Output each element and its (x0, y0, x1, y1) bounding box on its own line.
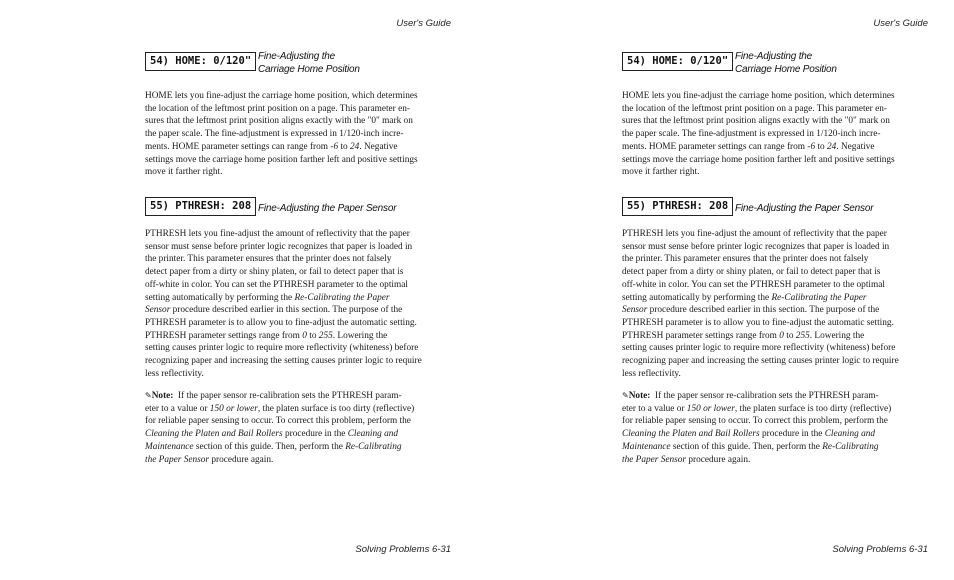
text-line: for reliable paper sensing to occur. To correct this problem, perform the (145, 416, 411, 427)
parameter-home-box: 54) HOME: 0/120" (622, 52, 733, 71)
pencil-note-icon: ✎ (145, 391, 152, 400)
text-line: off-white in color. You can set the PTHRESH parameter to the optimal (145, 279, 408, 290)
paragraph-pthresh (145, 228, 455, 380)
section-title-home: Fine-Adjusting the Carriage Home Position (735, 51, 837, 75)
text-line: Cleaning the Platen and Bail Rollers procedure in the Cleaning and (622, 429, 876, 440)
text-line: the printer. This parameter ensures that the printer does not falsely (622, 254, 869, 265)
parameter-home-box: 54) HOME: 0/120" (145, 52, 256, 71)
text-line: recognizing paper and increasing the setting causes printer logic to require (622, 356, 899, 367)
text-line: PTHRESH parameter is to allow you to fine-adjust the automatic setting. (145, 317, 417, 328)
text-line: eter to a value or 150 or lower, the platen surface is too dirty (reflective) (145, 403, 415, 414)
text-line: the printer. This parameter ensures that the printer does not falsely (145, 254, 392, 265)
text-line: detect paper from a dirty or shiny platen, or fail to detect paper that is (622, 267, 881, 278)
text-line: Sensor procedure described earlier in this section. The purpose of the (145, 305, 403, 316)
text-line: sures that the leftmost print position aligns exactly with the "0" mark on (622, 116, 890, 127)
text-line: PTHRESH lets you fine-adjust the amount of reflectivity that the paper (622, 229, 887, 239)
text-line: move it farther right. (622, 167, 700, 178)
text-line: the Paper Sensor procedure again. (145, 454, 274, 465)
text-line: PTHRESH parameter settings range from 0 to 255. Lowering the (145, 330, 388, 341)
note-paragraph (622, 390, 932, 466)
text-line: HOME lets you fine-adjust the carriage home position, which determines (622, 91, 895, 101)
text-line: for reliable paper sensing to occur. To correct this problem, perform the (622, 416, 888, 427)
text-line: off-white in color. You can set the PTHRESH parameter to the optimal (622, 279, 885, 290)
text-line: sures that the leftmost print position aligns exactly with the "0" mark on (145, 116, 413, 127)
text-line: detect paper from a dirty or shiny platen, or fail to detect paper that is (145, 267, 404, 278)
text-line: HOME lets you fine-adjust the carriage home position, which determines (145, 91, 418, 101)
page-footer: Solving Problems 6-31 (355, 544, 451, 555)
text-line: recognizing paper and increasing the setting causes printer logic to require (145, 356, 422, 367)
text-line: setting causes printer logic to require more reflectivity (whiteness) before (622, 343, 896, 354)
text-line: settings move the carriage home position farther left and positive settings (622, 154, 895, 165)
text-line: setting causes printer logic to require more reflectivity (whiteness) before (145, 343, 419, 354)
text-line: PTHRESH parameter settings range from 0 to 255. Lowering the (622, 330, 865, 341)
text-line: If the paper sensor re-calibration sets the PTHRESH param- (655, 391, 879, 401)
paragraph-home (622, 90, 932, 179)
paragraph-home (145, 90, 455, 179)
text-line: less reflectivity. (622, 368, 681, 379)
paragraph-pthresh (622, 228, 932, 380)
text-line: eter to a value or 150 or lower, the platen surface is too dirty (reflective) (622, 403, 892, 414)
text-line: ments. HOME parameter settings can range from -6 to 24. Negative (622, 141, 875, 152)
text-line: Sensor procedure described earlier in this section. The purpose of the (622, 305, 880, 316)
section-title-home: Fine-Adjusting the Carriage Home Position (258, 51, 360, 75)
text-line: move it farther right. (145, 167, 223, 178)
page-header: User's Guide (396, 18, 451, 29)
pencil-note-icon: ✎ (622, 391, 629, 400)
text-line: settings move the carriage home position farther left and positive settings (145, 154, 418, 165)
page-footer: Solving Problems 6-31 (832, 544, 928, 555)
text-line: PTHRESH lets you fine-adjust the amount of reflectivity that the paper (145, 229, 410, 239)
text-line: less reflectivity. (145, 368, 204, 379)
text-line: sensor must sense before printer logic recognizes that paper is loaded in (622, 241, 890, 252)
text-line: the Paper Sensor procedure again. (622, 454, 751, 465)
section-title-pthresh: Fine-Adjusting the Paper Sensor (258, 203, 397, 214)
text-line: the paper scale. The fine-adjustment is expressed in 1/120-inch incre- (622, 129, 881, 140)
parameter-pthresh-box: 55) PTHRESH: 208 (622, 197, 733, 216)
section-title-pthresh: Fine-Adjusting the Paper Sensor (735, 203, 874, 214)
note-label: Note: (628, 391, 651, 401)
parameter-pthresh-box: 55) PTHRESH: 208 (145, 197, 256, 216)
text-line: PTHRESH parameter is to allow you to fine-adjust the automatic setting. (622, 317, 894, 328)
note-label: Note: (151, 391, 174, 401)
note-paragraph (145, 390, 455, 466)
text-line: sensor must sense before printer logic recognizes that paper is loaded in (145, 241, 413, 252)
text-line: the paper scale. The fine-adjustment is expressed in 1/120-inch incre- (145, 129, 404, 140)
text-line: Cleaning the Platen and Bail Rollers procedure in the Cleaning and (145, 429, 399, 440)
text-line: setting automatically by performing the Re-Calibrating the Paper (622, 292, 867, 303)
text-line: Maintenance section of this guide. Then, perform the Re-Calibrating (622, 441, 879, 452)
right-page (477, 0, 954, 580)
text-line: the location of the leftmost print position on a page. This parameter en- (622, 103, 887, 114)
text-line: setting automatically by performing the Re-Calibrating the Paper (145, 292, 390, 303)
text-line: Maintenance section of this guide. Then, perform the Re-Calibrating (145, 441, 402, 452)
text-line: If the paper sensor re-calibration sets the PTHRESH param- (178, 391, 402, 401)
page-header: User's Guide (873, 18, 928, 29)
text-line: the location of the leftmost print position on a page. This parameter en- (145, 103, 410, 114)
text-line: ments. HOME parameter settings can range from -6 to 24. Negative (145, 141, 398, 152)
